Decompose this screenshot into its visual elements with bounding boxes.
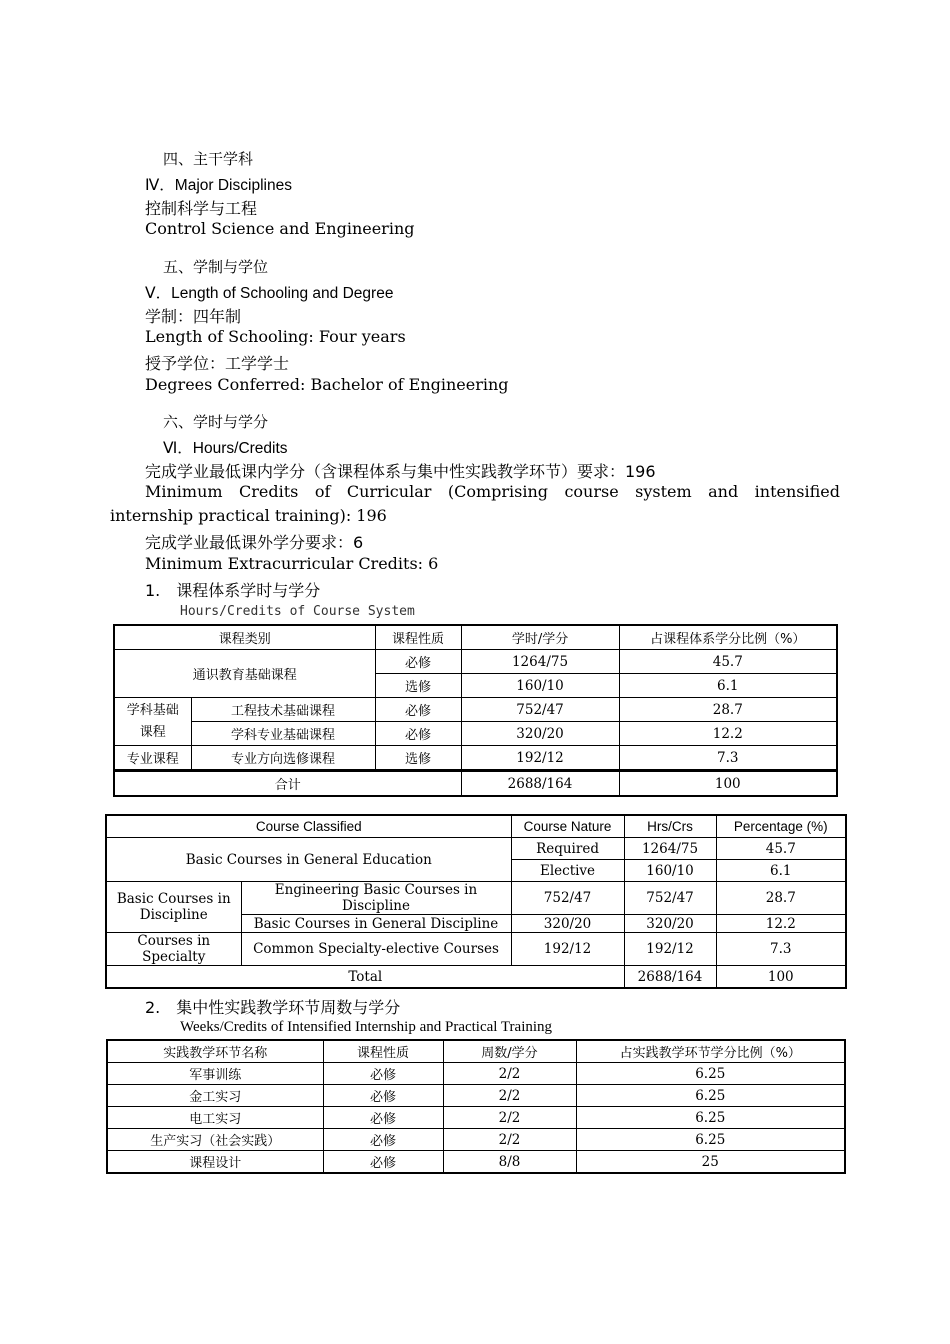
table-header-row	[106, 815, 846, 838]
percentage-cell: 6.25	[576, 1107, 845, 1129]
subsection-2-title-cn: 2. 集中性实践教学环节周数与学分	[145, 998, 401, 1017]
weeks-cell: 2/2	[443, 1107, 576, 1129]
schooling-length-en: Length of Schooling: Four years	[145, 327, 406, 346]
discipline-group-cell: 学科基础课程	[114, 698, 191, 746]
percentage-cell: 45.7	[716, 838, 846, 860]
hours-cell: 192/12	[461, 746, 619, 771]
hours-cell: 752/47	[624, 882, 716, 915]
hours-cell: 160/10	[461, 674, 619, 698]
total-percentage-cell: 100	[619, 772, 837, 797]
hours-cell: 160/10	[624, 860, 716, 882]
weeks-cell: 2/2	[443, 1063, 576, 1085]
percentage-cell: 25	[576, 1151, 845, 1174]
percentage-cell: 6.25	[576, 1129, 845, 1151]
course-system-total-row-cn	[113, 771, 838, 797]
course-cell: Basic Courses in General Discipline	[241, 915, 511, 933]
header-nature: 课程性质	[323, 1040, 443, 1063]
section-6-title-cn: 六、学时与学分	[163, 413, 269, 431]
table-row	[114, 746, 837, 771]
hours-cell: 192/12	[624, 933, 716, 966]
header-percentage: 占课程体系学分比例（%）	[619, 625, 837, 650]
percentage-cell: 12.2	[716, 915, 846, 933]
table-row	[107, 1063, 845, 1085]
nature-cell: 必修	[375, 650, 461, 674]
weeks-cell: 2/2	[443, 1085, 576, 1107]
table-row	[114, 650, 837, 674]
major-discipline-en: Control Science and Engineering	[145, 219, 415, 238]
percentage-cell: 6.25	[576, 1085, 845, 1107]
extracurricular-en: Minimum Extracurricular Credits: 6	[145, 554, 439, 573]
percentage-cell: 12.2	[619, 722, 837, 746]
course-cell: 学科专业基础课程	[191, 722, 375, 746]
header-percentage: Percentage (%)	[716, 815, 846, 838]
practice-name-cell: 电工实习	[107, 1107, 323, 1129]
major-discipline-cn: 控制科学与工程	[145, 199, 258, 218]
section-6-title-en: Ⅵ．Hours/Credits	[163, 440, 288, 457]
nature-cell: 必修	[323, 1085, 443, 1107]
percentage-cell: 6.1	[619, 674, 837, 698]
header-percentage: 占实践教学环节学分比例（%）	[576, 1040, 845, 1063]
nature-cell: 320/20	[511, 915, 624, 933]
header-weeks: 周数/学分	[443, 1040, 576, 1063]
hours-cell: 1264/75	[624, 838, 716, 860]
specialty-group-cell: 专业课程	[114, 746, 191, 771]
percentage-cell: 6.1	[716, 860, 846, 882]
general-education-cell: Basic Courses in General Education	[106, 838, 511, 882]
hours-cell: 320/20	[624, 915, 716, 933]
hours-cell: 1264/75	[461, 650, 619, 674]
section-5-title-cn: 五、学制与学位	[163, 258, 269, 276]
percentage-cell: 7.3	[619, 746, 837, 771]
nature-cell: 必修	[323, 1107, 443, 1129]
nature-cell: 192/12	[511, 933, 624, 966]
subsection-1-title-cn: 1. 课程体系学时与学分	[145, 581, 321, 600]
table-header-row	[107, 1040, 845, 1063]
nature-cell: 选修	[375, 674, 461, 698]
course-cell: Engineering Basic Courses in Discipline	[241, 882, 511, 915]
practice-table	[106, 1039, 846, 1174]
header-category: 课程类别	[114, 625, 375, 650]
table-row	[114, 722, 837, 746]
subsection-1-title-en: Hours/Credits of Course System	[180, 604, 415, 619]
specialty-group-cell: Courses in Specialty	[106, 933, 241, 966]
total-label-cell: 合计	[114, 772, 461, 797]
course-cell: Common Specialty-elective Courses	[241, 933, 511, 966]
table-row	[106, 933, 846, 966]
table-row	[107, 1107, 845, 1129]
header-practice-name: 实践教学环节名称	[107, 1040, 323, 1063]
header-hours: Hrs/Crs	[624, 815, 716, 838]
discipline-group-cell: Basic Courses in Discipline	[106, 882, 241, 933]
nature-cell: 选修	[375, 746, 461, 771]
extracurricular-cn: 完成学业最低课外学分要求：6	[145, 533, 364, 552]
percentage-cell: 28.7	[619, 698, 837, 722]
total-row	[106, 966, 846, 989]
section-5-title-en: Ⅴ．Length of Schooling and Degree	[145, 285, 394, 302]
section-4-title-cn: 四、主干学科	[163, 150, 254, 168]
total-hours-cell: 2688/164	[624, 966, 716, 989]
min-credits-cn: 完成学业最低课内学分（含课程体系与集中性实践教学环节）要求：196	[145, 462, 656, 481]
course-cell: 专业方向选修课程	[191, 746, 375, 771]
practice-name-cell: 课程设计	[107, 1151, 323, 1174]
header-nature: Course Nature	[511, 815, 624, 838]
nature-cell: 必修	[375, 722, 461, 746]
table-header-row	[114, 625, 837, 650]
general-education-cell: 通识教育基础课程	[114, 650, 375, 698]
table-row	[107, 1085, 845, 1107]
total-label-cell: Total	[106, 966, 624, 989]
hours-cell: 320/20	[461, 722, 619, 746]
table-row	[106, 838, 846, 860]
practice-name-cell: 金工实习	[107, 1085, 323, 1107]
header-hours: 学时/学分	[461, 625, 619, 650]
nature-cell: 必修	[323, 1063, 443, 1085]
min-credits-en-line2: internship practical training): 196	[110, 506, 387, 525]
schooling-length-cn: 学制：四年制	[145, 307, 242, 326]
percentage-cell: 7.3	[716, 933, 846, 966]
degree-cn: 授予学位：工学学士	[145, 354, 290, 373]
nature-cell: Elective	[511, 860, 624, 882]
nature-cell: 必修	[323, 1151, 443, 1174]
subsection-2-title-en: Weeks/Credits of Intensified Internship and Practical Training	[180, 1019, 553, 1035]
course-cell: 工程技术基础课程	[191, 698, 375, 722]
table-row	[107, 1129, 845, 1151]
course-system-table-cn	[113, 624, 838, 771]
total-row	[114, 772, 837, 797]
hours-cell: 752/47	[461, 698, 619, 722]
practice-name-cell: 军事训练	[107, 1063, 323, 1085]
table-row	[114, 698, 837, 722]
practice-name-cell: 生产实习（社会实践）	[107, 1129, 323, 1151]
percentage-cell: 45.7	[619, 650, 837, 674]
weeks-cell: 8/8	[443, 1151, 576, 1174]
course-system-table-en	[105, 814, 847, 989]
nature-cell: 必修	[375, 698, 461, 722]
weeks-cell: 2/2	[443, 1129, 576, 1151]
header-nature: 课程性质	[375, 625, 461, 650]
degree-en: Degrees Conferred: Bachelor of Engineering	[145, 375, 509, 394]
percentage-cell: 6.25	[576, 1063, 845, 1085]
header-category: Course Classified	[106, 815, 511, 838]
table-row	[106, 882, 846, 915]
percentage-cell: 28.7	[716, 882, 846, 915]
nature-cell: 752/47	[511, 882, 624, 915]
total-hours-cell: 2688/164	[461, 772, 619, 797]
table-row	[107, 1151, 845, 1174]
min-credits-en-line1: Minimum Credits of Curricular (Comprising course system and intensified	[145, 482, 840, 501]
section-4-title-en: Ⅳ．Major Disciplines	[145, 177, 292, 194]
nature-cell: Required	[511, 838, 624, 860]
total-percentage-cell: 100	[716, 966, 846, 989]
nature-cell: 必修	[323, 1129, 443, 1151]
